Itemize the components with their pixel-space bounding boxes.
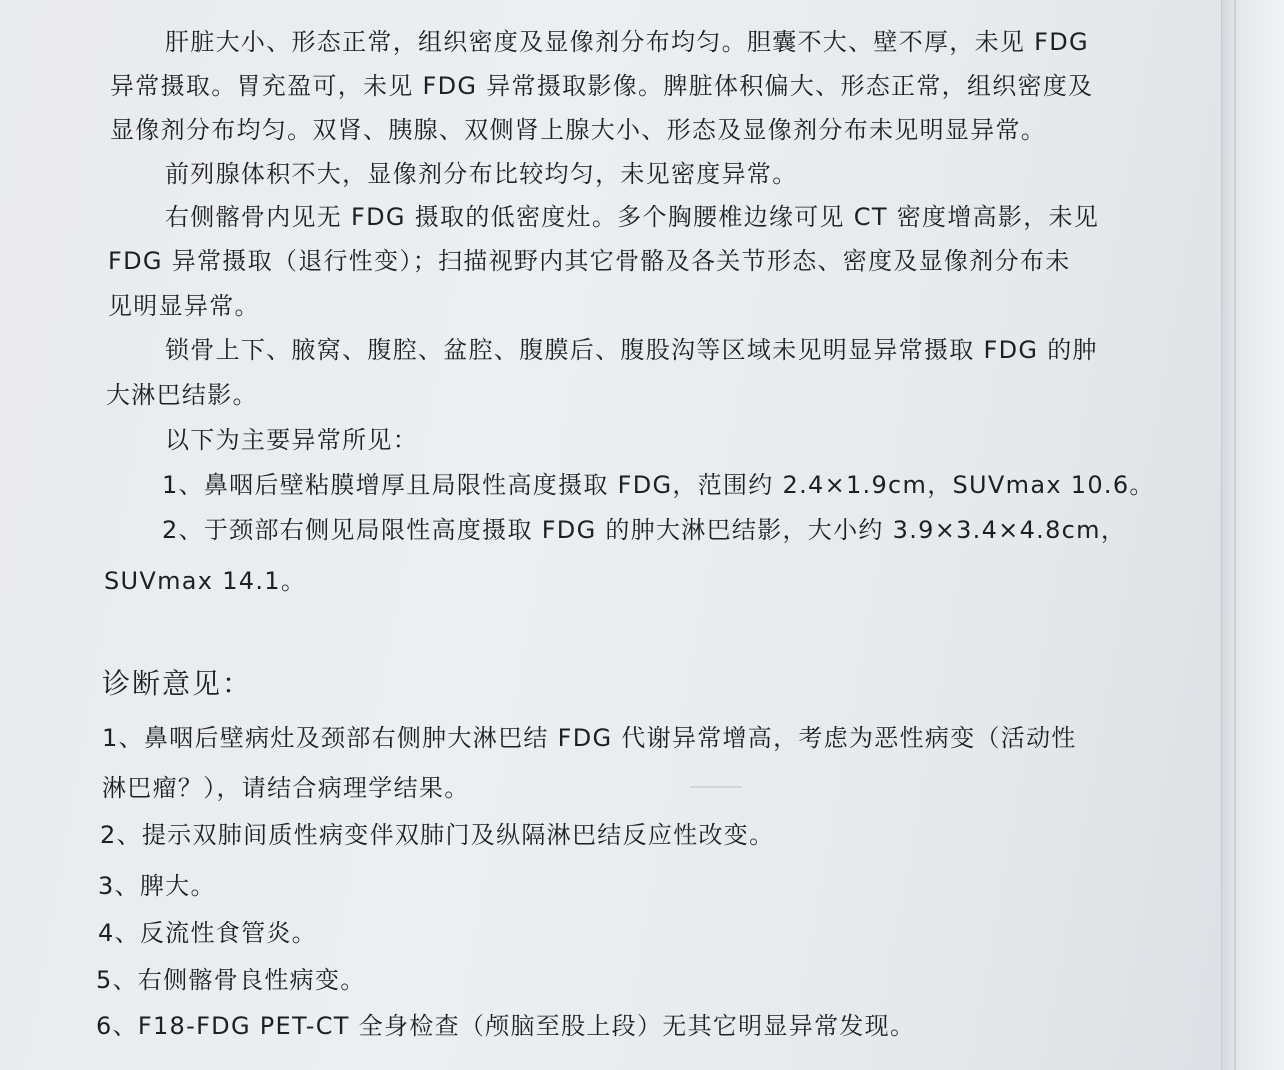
findings-line: 见明显异常。	[108, 292, 260, 320]
paper-stack-crease	[1234, 0, 1236, 1070]
findings-line: FDG 异常摄取（退行性变）；扫描视野内其它骨骼及各关节形态、密度及显像剂分布未	[108, 247, 1071, 275]
paper-mark	[690, 786, 742, 788]
diagnosis-item: 3、脾大。	[98, 872, 216, 900]
findings-line: 肝脏大小、形态正常，组织密度及显像剂分布均匀。胆囊不大、壁不厚，未见 FDG	[165, 28, 1089, 56]
diagnosis-item: 1、鼻咽后壁病灶及颈部右侧肿大淋巴结 FDG 代谢异常增高，考虑为恶性病变（活动性	[102, 724, 1077, 752]
diagnosis-item: 6、F18-FDG PET-CT 全身检查（颅脑至股上段）无其它明显异常发现。	[96, 1012, 916, 1040]
findings-line: 右侧髂骨内见无 FDG 摄取的低密度灶。多个胸腰椎边缘可见 CT 密度增高影，未见	[165, 203, 1100, 231]
findings-line: 大淋巴结影。	[106, 381, 258, 409]
diagnosis-heading: 诊断意见：	[102, 667, 253, 700]
diagnosis-item: 淋巴瘤？），请结合病理学结果。	[102, 774, 470, 802]
findings-abnormal-item: 1、鼻咽后壁粘膜增厚且局限性高度摄取 FDG，范围约 2.4×1.9cm，SUVmax 10.6。	[162, 471, 1155, 499]
paper-stack-edge	[1221, 0, 1284, 1070]
findings-line: 前列腺体积不大，显像剂分布比较均匀，未见密度异常。	[165, 160, 798, 188]
diagnosis-item: 2、提示双肺间质性病变伴双肺门及纵隔淋巴结反应性改变。	[100, 821, 775, 849]
findings-line: 锁骨上下、腋窝、腹腔、盆腔、腹膜后、腹股沟等区域未见明显异常摄取 FDG 的肿	[165, 336, 1098, 364]
findings-subheading: 以下为主要异常所见：	[165, 426, 418, 454]
diagnosis-item: 4、反流性食管炎。	[98, 919, 317, 947]
findings-line: 显像剂分布均匀。双肾、胰腺、双侧肾上腺大小、形态及显像剂分布未见明显异常。	[110, 116, 1047, 144]
findings-abnormal-item: 2、于颈部右侧见局限性高度摄取 FDG 的肿大淋巴结影，大小约 3.9×3.4×4.8cm，	[162, 516, 1127, 544]
diagnosis-item: 5、右侧髂骨良性病变。	[96, 966, 366, 994]
findings-abnormal-item: SUVmax 14.1。	[104, 567, 307, 595]
findings-line: 异常摄取。胃充盈可，未见 FDG 异常摄取影像。脾脏体积偏大、形态正常，组织密度及	[110, 72, 1094, 100]
